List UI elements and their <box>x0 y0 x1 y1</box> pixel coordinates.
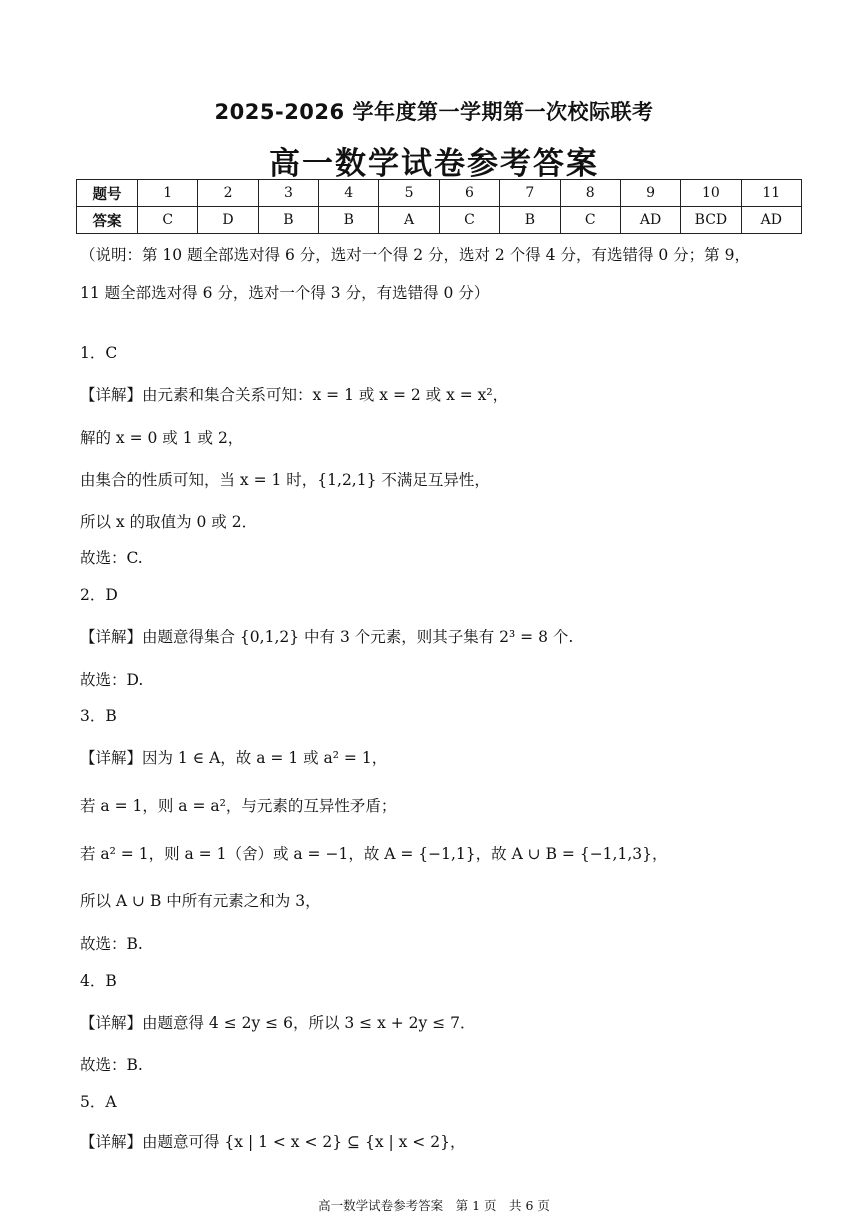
answer-cell: C <box>138 207 198 234</box>
q4-detail-line: 【详解】由题意得 4 ≤ 2y ≤ 6，所以 3 ≤ x + 2y ≤ 7． <box>80 1014 476 1032</box>
answer-cell: AD <box>620 207 680 234</box>
q1-detail-line: 【详解】由元素和集合关系可知：x = 1 或 x = 2 或 x = x²， <box>80 386 509 404</box>
question-number: 9 <box>620 180 680 207</box>
q3-detail-line: 若 a² = 1，则 a = 1（舍）或 a = −1，故 A = {−1,1}，故 A ∪ B = {−1,1,3}， <box>80 845 668 863</box>
exam-title: 2025-2026 学年度第一学期第一次校际联考 <box>214 100 654 124</box>
q1-detail-line: 由集合的性质可知，当 x = 1 时，{1,2,1} 不满足互异性， <box>80 471 490 489</box>
q3-detail-line: 所以 A ∪ B 中所有元素之和为 3， <box>80 892 321 910</box>
answer-cell: B <box>258 207 318 234</box>
question-number: 8 <box>560 180 620 207</box>
answer-cell: B <box>500 207 560 234</box>
scoring-note-line-1: （说明：第 10 题全部选对得 6 分，选对一个得 2 分，选对 2 个得 4 分，有选错得 0 分；第 9， <box>80 246 750 264</box>
page-footer: 高一数学试卷参考答案 第 1 页 共 6 页 <box>318 1198 550 1213</box>
q4-heading: 4．B <box>80 972 117 990</box>
answer-cell: D <box>198 207 258 234</box>
q1-heading: 1．C <box>80 344 118 362</box>
q3-detail-line: 【详解】因为 1 ∈ A，故 a = 1 或 a² = 1， <box>80 749 388 767</box>
answer-cell: C <box>560 207 620 234</box>
q5-heading: 5．A <box>80 1093 117 1111</box>
question-number: 7 <box>500 180 560 207</box>
q2-detail-line: 【详解】由题意得集合 {0,1,2} 中有 3 个元素，则其子集有 2³ = 8 个. <box>80 628 574 646</box>
answer-cell: C <box>439 207 499 234</box>
row-label-question: 题号 <box>77 180 138 207</box>
scoring-note-line-2: 11 题全部选对得 6 分，选对一个得 3 分，有选错得 0 分） <box>80 284 490 302</box>
question-number: 11 <box>741 180 801 207</box>
answer-key-title: 高一数学试卷参考答案 <box>269 146 599 182</box>
question-number: 10 <box>681 180 741 207</box>
row-label-answer: 答案 <box>77 207 138 234</box>
answer-cell: B <box>319 207 379 234</box>
answer-cell: BCD <box>681 207 741 234</box>
q3-heading: 3．B <box>80 707 117 725</box>
q1-detail-line: 解的 x = 0 或 1 或 2， <box>80 429 244 447</box>
q2-conclusion: 故选：D. <box>80 671 144 689</box>
question-number: 3 <box>258 180 318 207</box>
answer-cell: AD <box>741 207 801 234</box>
answer-cell: A <box>379 207 439 234</box>
question-number: 4 <box>319 180 379 207</box>
question-number: 1 <box>138 180 198 207</box>
answer-row <box>77 207 802 234</box>
question-number: 6 <box>439 180 499 207</box>
q5-detail-line: 【详解】由题意可得 {x | 1 < x < 2} ⊆ {x | x < 2}， <box>80 1133 466 1151</box>
q3-conclusion: 故选：B. <box>80 935 143 953</box>
q4-conclusion: 故选：B. <box>80 1056 143 1074</box>
question-number-row <box>77 180 802 207</box>
q1-conclusion: 故选：C. <box>80 549 143 567</box>
q1-detail-line: 所以 x 的取值为 0 或 2． <box>80 513 258 531</box>
question-number: 5 <box>379 180 439 207</box>
question-number: 2 <box>198 180 258 207</box>
q3-detail-line: 若 a = 1，则 a = a²，与元素的互异性矛盾； <box>80 797 397 815</box>
q2-heading: 2．D <box>80 586 118 604</box>
answer-table <box>76 179 802 234</box>
